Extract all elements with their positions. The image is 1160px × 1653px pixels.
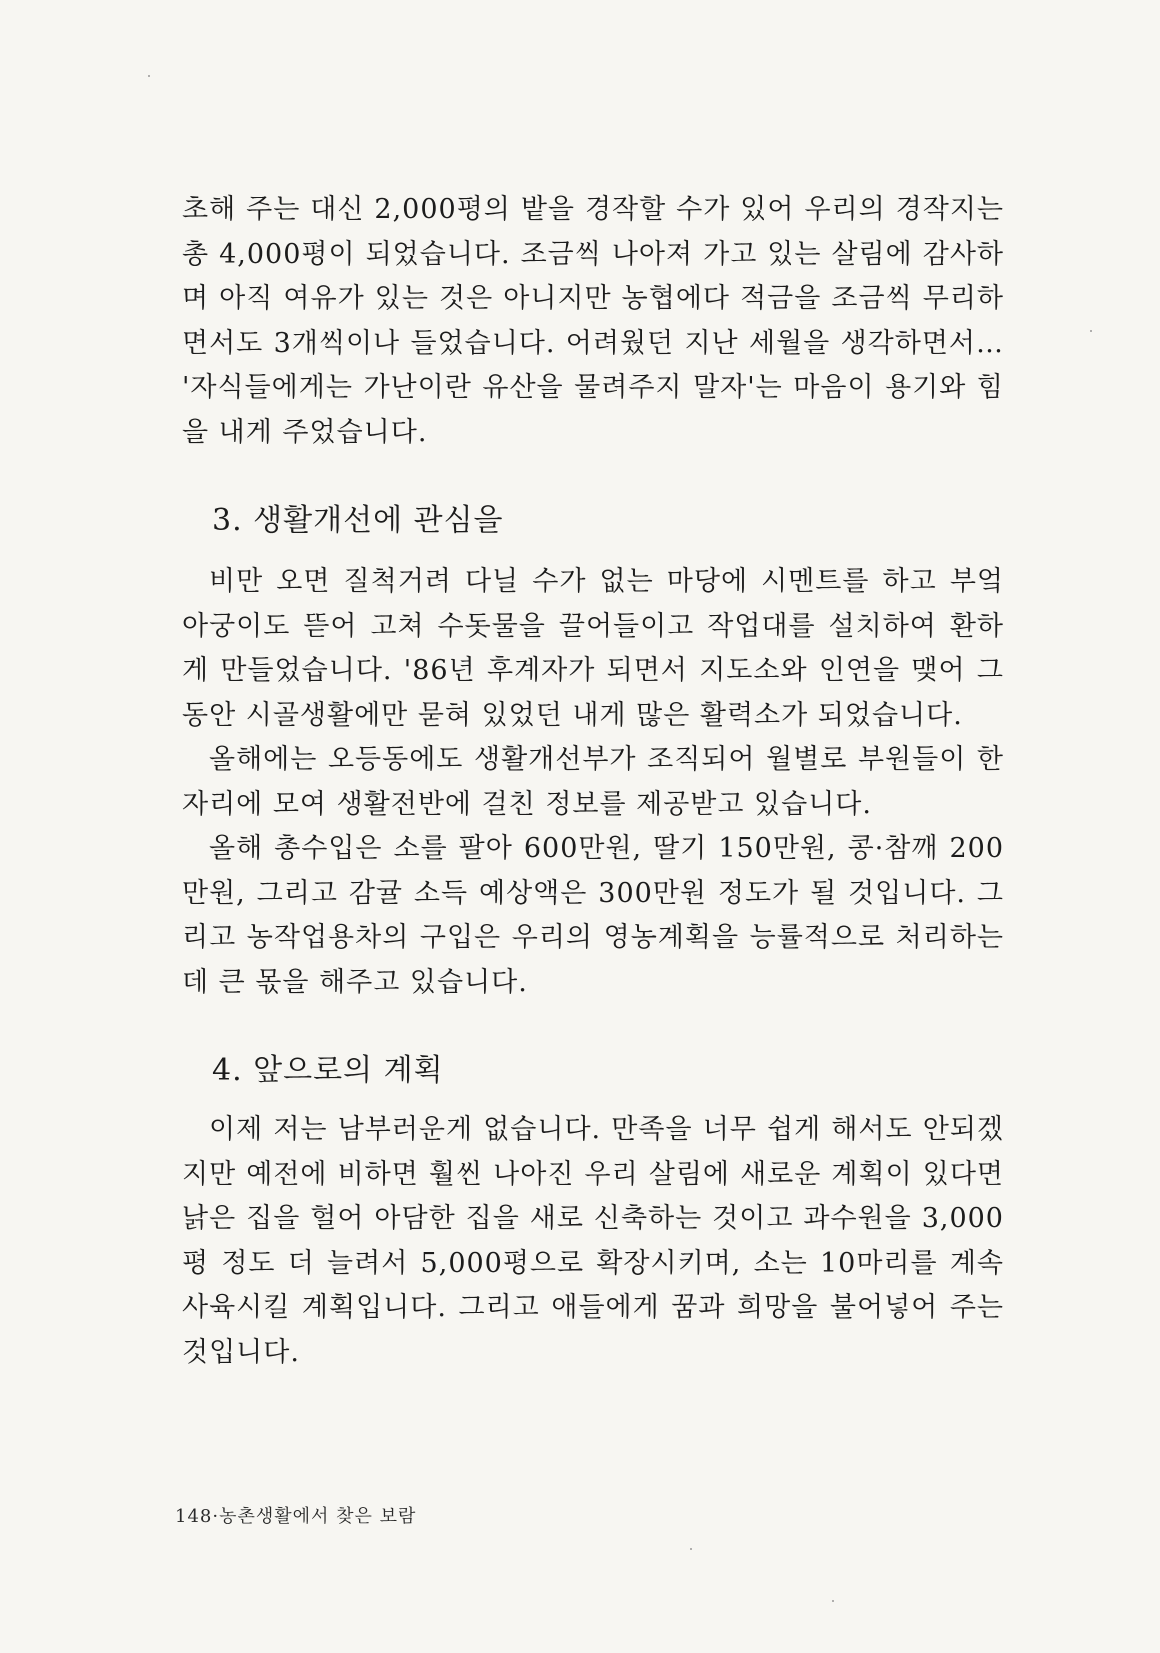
section-4-heading: 4. 앞으로의 계획 <box>212 1053 444 1088</box>
continued-paragraph: 초해 주는 대신 2,000평의 밭을 경작할 수가 있어 우리의 경작지는 총 4,000평이 되었습니다. 조금씩 나아져 가고 있는 살림에 감사하며 아직 여유가 있는 것은 아니지만 농협에다 적금을 조금씩 무리하면서도 3개씩이나 들었습니다. 어려웠던 지난 세월을 생각하면서… '자식들에게는 가난이란 유산을 물려주지 말자'는 마음이 용기와 힘을 내게 주었습니다. <box>182 194 1004 448</box>
section-3-heading: 3. 생활개선에 관심을 <box>212 503 504 538</box>
section-3-paragraph-3: 올해 총수입은 소를 팔아 600만원, 딸기 150만원, 콩·참깨 200만원, 그리고 감귤 소득 예상액은 300만원 정도가 될 것입니다. 그리고 농작업용차의 구입은 우리의 영농계획을 능률적으로 처리하는데 큰 몫을 해주고 있습니다. <box>182 833 1004 998</box>
section-4-paragraph-1: 이제 저는 남부러운게 없습니다. 만족을 너무 쉽게 해서도 안되겠지만 예전에 비하면 훨씬 나아진 우리 살림에 새로운 계획이 있다면 낡은 집을 헐어 아담한 집을 새로 신축하는 것이고 과수원을 3,000평 정도 더 늘려서 5,000평으로 확장시키며, 소는 10마리를 계속 사육시킬 계획입니다. 그리고 애들에게 꿈과 희망을 불어넣어 주는 것입니다. <box>182 1114 1004 1368</box>
scan-speck <box>832 1600 834 1602</box>
scan-speck <box>690 1548 692 1550</box>
section-3-paragraph-1: 비만 오면 질척거려 다닐 수가 없는 마당에 시멘트를 하고 부엌 아궁이도 뜯어 고쳐 수돗물을 끌어들이고 작업대를 설치하여 환하게 만들었습니다. '86년 후계자가 되면서 지도소와 인연을 맺어 그동안 시골생활에만 묻혀 있었던 내게 많은 활력소가 되었습니다. <box>182 566 1004 731</box>
section-3-paragraph-2: 올해에는 오등동에도 생활개선부가 조직되어 월별로 부원들이 한 자리에 모여 생활전반에 걸친 정보를 제공받고 있습니다. <box>182 744 1004 820</box>
scan-speck <box>1090 330 1092 332</box>
page-footer: 148·농촌생활에서 찾은 보람 <box>175 1506 417 1527</box>
scan-speck <box>148 75 150 77</box>
